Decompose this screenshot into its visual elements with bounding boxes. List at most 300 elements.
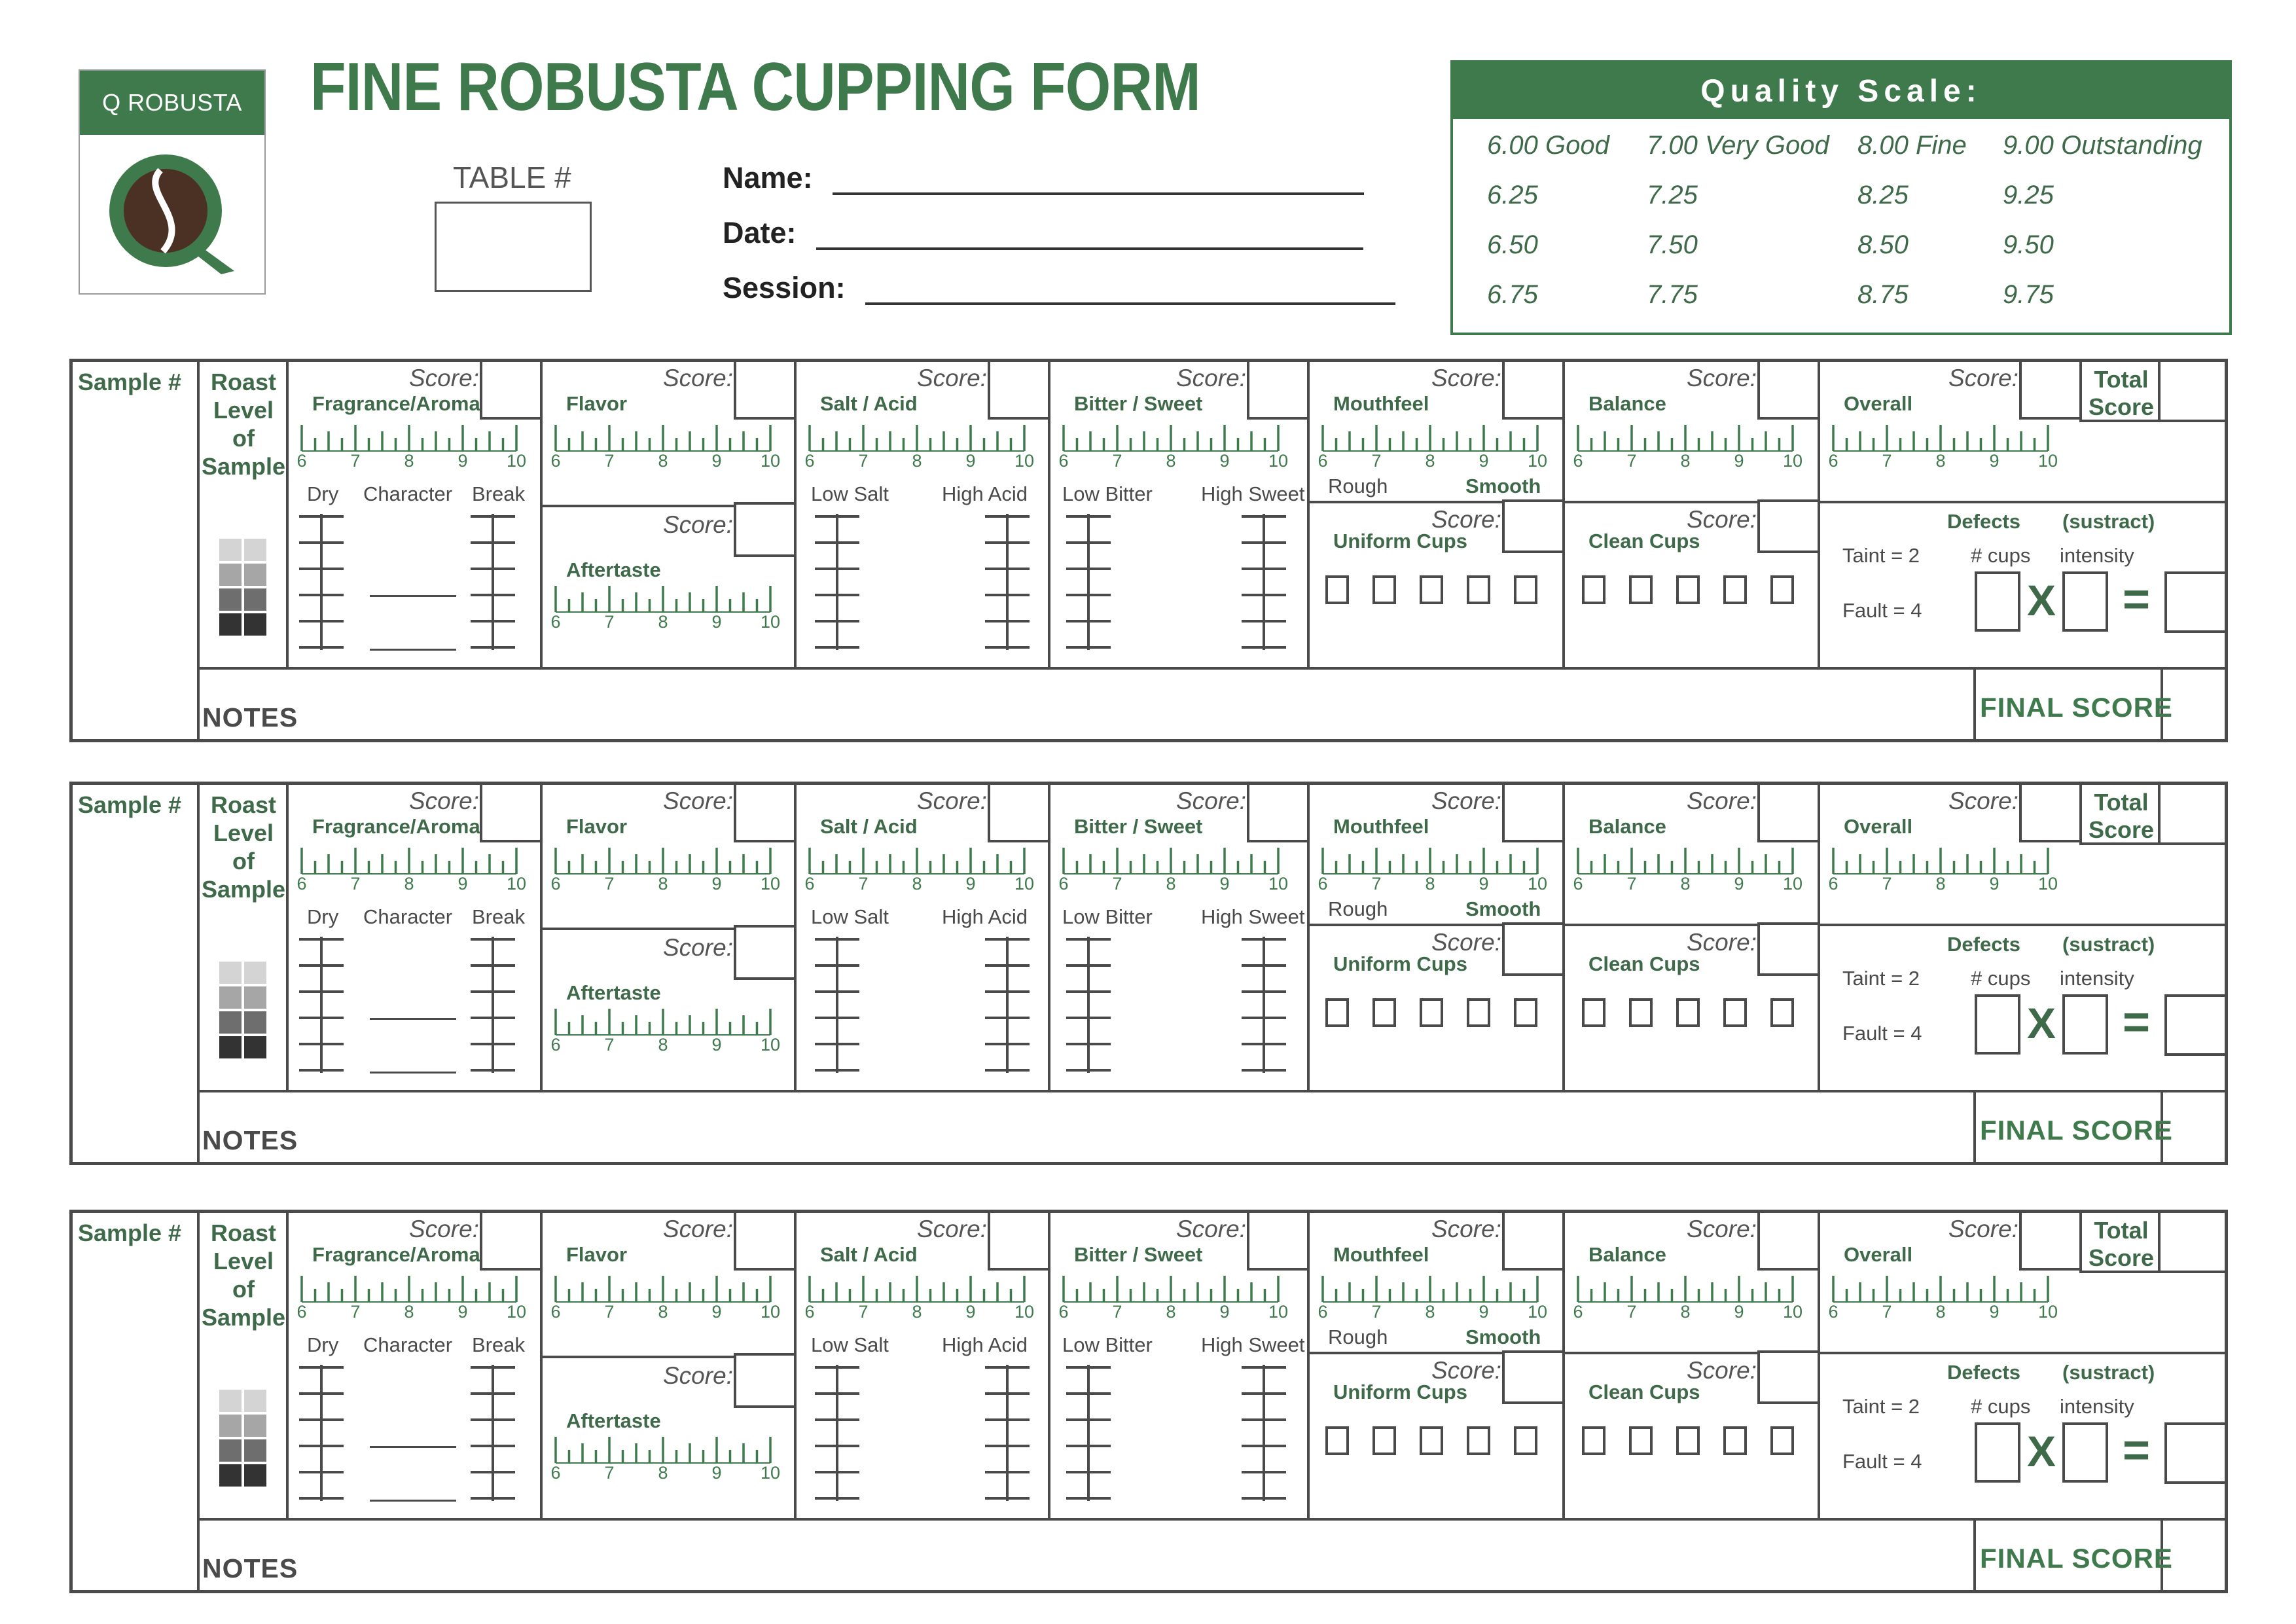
- salt-acid-scale[interactable]: [804, 845, 1040, 891]
- mouthfeel-label: Mouthfeel: [1333, 1243, 1429, 1266]
- aftertaste-scale[interactable]: [550, 1006, 786, 1052]
- dry-intensity-ladder[interactable]: [295, 514, 348, 651]
- final-score-box[interactable]: [2163, 1092, 2228, 1163]
- scale-number: 10: [1782, 874, 1803, 891]
- cups-label: # cups: [1971, 967, 2031, 990]
- scale-number: 6: [550, 612, 561, 629]
- bitter-ladder[interactable]: [1062, 937, 1115, 1074]
- character-label: Character: [363, 1333, 453, 1356]
- scale-number: 8: [658, 1463, 668, 1480]
- aftertaste-scale[interactable]: [550, 583, 786, 629]
- scale-number: 7: [350, 451, 361, 468]
- scale-number: 7: [1882, 874, 1892, 891]
- scale-number: 9: [457, 451, 468, 468]
- character-label: Character: [363, 482, 453, 505]
- break-label: Break: [472, 905, 525, 928]
- intensity-label: intensity: [2060, 967, 2134, 990]
- overall-score-box[interactable]: [2019, 782, 2082, 842]
- quality-scale-value: 8.75: [1857, 280, 1909, 309]
- quality-scale-value: 6.00 Good: [1487, 131, 1609, 160]
- uniform-cup-checkbox[interactable]: [1514, 1426, 1537, 1455]
- roast-swatch: [244, 613, 266, 636]
- roast-swatch: [219, 1439, 242, 1462]
- sweet-ladder[interactable]: [1238, 937, 1290, 1074]
- salt-ladder[interactable]: [811, 1365, 863, 1502]
- logo-text: Q ROBUSTA: [80, 71, 264, 135]
- scale-number: 6: [1573, 874, 1583, 891]
- clean-cup-checkbox[interactable]: [1770, 575, 1794, 604]
- scale-number: 9: [1479, 874, 1489, 891]
- clean-cup-checkbox[interactable]: [1582, 1426, 1605, 1455]
- final-score-box[interactable]: [2163, 1521, 2228, 1591]
- low-bitter-label: Low Bitter: [1062, 482, 1153, 505]
- high-acid-label: High Acid: [942, 905, 1028, 928]
- scale-number: 10: [1014, 1302, 1035, 1319]
- total-score-box[interactable]: [2161, 785, 2228, 842]
- salt-ladder[interactable]: [811, 514, 863, 651]
- score-label: Score:: [1431, 929, 1501, 956]
- sweet-ladder[interactable]: [1238, 514, 1290, 651]
- clean-cup-checkbox[interactable]: [1582, 998, 1605, 1027]
- name-label: Name:: [723, 161, 813, 194]
- scale-number: 6: [1318, 1302, 1328, 1319]
- roast-swatch: [219, 1390, 242, 1412]
- smooth-label: Smooth: [1465, 1326, 1541, 1348]
- scale-number: 8: [1935, 1302, 1946, 1319]
- defect-total-box[interactable]: [2164, 994, 2228, 1056]
- overall-scale[interactable]: [1828, 845, 2064, 891]
- balance-score-box[interactable]: [1757, 1210, 1820, 1271]
- aftertaste-scale[interactable]: [550, 1434, 786, 1480]
- quality-scale-title: Quality Scale:: [1453, 63, 2229, 119]
- score-label: Score:: [663, 511, 733, 538]
- clean-cup-checkbox[interactable]: [1629, 575, 1653, 604]
- clean-cups-label: Clean Cups: [1588, 530, 1700, 552]
- name-field[interactable]: [723, 161, 1364, 195]
- fragrance-scale[interactable]: [296, 422, 532, 468]
- dry-intensity-ladder[interactable]: [295, 1365, 348, 1502]
- uniform-cups-score-box[interactable]: [1502, 499, 1565, 553]
- uniform-cups-score-box[interactable]: [1502, 922, 1565, 976]
- character-line-2[interactable]: [370, 1072, 456, 1074]
- salt-acid-score-box[interactable]: [988, 782, 1050, 842]
- fragrance-score-box[interactable]: [480, 359, 543, 420]
- mouthfeel-score-box[interactable]: [1502, 359, 1565, 420]
- mouthfeel-score-box[interactable]: [1502, 782, 1565, 842]
- fragrance-scale[interactable]: [296, 1273, 532, 1319]
- scale-number: 8: [912, 451, 922, 468]
- date-field[interactable]: [723, 216, 1363, 250]
- scale-number: 10: [2037, 874, 2058, 891]
- clean-cup-checkbox[interactable]: [1723, 1426, 1747, 1455]
- score-label: Score:: [1687, 365, 1757, 391]
- character-line-1[interactable]: [370, 595, 456, 597]
- clean-cup-checkbox[interactable]: [1676, 998, 1700, 1027]
- scale-number: 10: [760, 1035, 781, 1052]
- defects-label: Defects: [1947, 933, 2020, 956]
- fault-label: Fault = 4: [1842, 1450, 1922, 1473]
- mouthfeel-scale[interactable]: [1318, 422, 1553, 468]
- break-intensity-ladder[interactable]: [467, 937, 519, 1074]
- mouthfeel-score-box[interactable]: [1502, 1210, 1565, 1271]
- flavor-scale[interactable]: [550, 845, 786, 891]
- cups-label: # cups: [1971, 1395, 2031, 1418]
- quality-scale-value: 6.75: [1487, 280, 1538, 309]
- final-score-box[interactable]: [2163, 670, 2228, 740]
- quality-scale-value: 9.00 Outstanding: [2003, 131, 2202, 160]
- mouthfeel-scale[interactable]: [1318, 845, 1553, 891]
- date-line[interactable]: [816, 244, 1363, 250]
- scale-number: 6: [1318, 451, 1328, 468]
- defects-label: Defects: [1947, 510, 2020, 533]
- low-bitter-label: Low Bitter: [1062, 1333, 1153, 1356]
- fragrance-score-box[interactable]: [480, 1210, 543, 1271]
- total-score-box[interactable]: [2161, 1213, 2228, 1271]
- roast-swatch: [219, 986, 242, 1009]
- clean-cup-checkbox[interactable]: [1723, 575, 1747, 604]
- flavor-score-box[interactable]: [734, 1210, 797, 1271]
- roast-level-label: Sample: [201, 876, 286, 903]
- scale-number: 9: [711, 1035, 722, 1052]
- scale-number: 6: [1318, 874, 1328, 891]
- scale-number: 7: [604, 1035, 615, 1052]
- scale-number: 10: [1527, 1302, 1548, 1319]
- roast-level-label: of: [232, 848, 255, 875]
- balance-score-box[interactable]: [1757, 359, 1820, 420]
- scale-number: 9: [965, 874, 976, 891]
- fault-label: Fault = 4: [1842, 1022, 1922, 1045]
- scale-number: 9: [711, 451, 722, 468]
- roast-level-label: Roast: [210, 1219, 277, 1246]
- salt-ladder[interactable]: [811, 937, 863, 1074]
- uniform-cup-checkbox[interactable]: [1372, 1426, 1396, 1455]
- roast-swatch: [219, 1036, 242, 1058]
- uniform-cup-checkbox[interactable]: [1514, 575, 1537, 604]
- quality-scale-value: 8.50: [1857, 230, 1909, 259]
- final-score-label: FINAL SCORE: [1980, 1115, 2173, 1146]
- divider: [286, 1213, 289, 1521]
- uniform-cup-checkbox[interactable]: [1372, 575, 1396, 604]
- low-salt-label: Low Salt: [811, 905, 889, 928]
- overall-label: Overall: [1844, 1243, 1913, 1266]
- aftertaste-label: Aftertaste: [566, 981, 661, 1004]
- clean-cups-score-box[interactable]: [1757, 922, 1820, 976]
- session-line[interactable]: [865, 298, 1395, 305]
- scale-number: 7: [1882, 451, 1892, 468]
- salt-acid-score-box[interactable]: [988, 1210, 1050, 1271]
- salt-acid-score-box[interactable]: [988, 359, 1050, 420]
- uniform-cup-checkbox[interactable]: [1372, 998, 1396, 1027]
- scale-number: 10: [1782, 1302, 1803, 1319]
- overall-scale[interactable]: [1828, 1273, 2064, 1319]
- flavor-scale[interactable]: [550, 1273, 786, 1319]
- score-label: Score:: [917, 1216, 987, 1242]
- taint-label: Taint = 2: [1842, 1395, 1920, 1418]
- scale-number: 10: [760, 612, 781, 629]
- score-label: Score:: [1431, 365, 1501, 391]
- acid-ladder[interactable]: [981, 514, 1033, 651]
- scale-number: 6: [1573, 1302, 1583, 1319]
- scale-number: 9: [965, 1302, 976, 1319]
- scale-number: 8: [1425, 451, 1435, 468]
- overall-score-box[interactable]: [2019, 359, 2082, 420]
- clean-cup-checkbox[interactable]: [1723, 998, 1747, 1027]
- equals-sign: =: [2123, 1424, 2151, 1477]
- clean-cup-checkbox[interactable]: [1629, 1426, 1653, 1455]
- quality-scale-value: 7.25: [1647, 181, 1698, 209]
- fragrance-scale[interactable]: [296, 845, 532, 891]
- clean-cup-checkbox[interactable]: [1676, 575, 1700, 604]
- roast-level-label: Level: [213, 820, 274, 846]
- total-score-box[interactable]: [2161, 362, 2228, 420]
- sweet-ladder[interactable]: [1238, 1365, 1290, 1502]
- score-label: Score:: [1687, 1216, 1757, 1242]
- clean-cups-score-box[interactable]: [1757, 499, 1820, 553]
- total-score-label: Score: [2088, 1244, 2155, 1271]
- scale-number: 8: [404, 874, 414, 891]
- defect-intensity-box[interactable]: [2062, 1422, 2108, 1483]
- sample-number-label: Sample #: [78, 791, 182, 818]
- scale-number: 10: [1782, 451, 1803, 468]
- mouthfeel-label: Mouthfeel: [1333, 392, 1429, 415]
- defect-total-box[interactable]: [2164, 1422, 2228, 1484]
- flavor-score-box[interactable]: [734, 782, 797, 842]
- scale-number: 9: [965, 451, 976, 468]
- scale-number: 8: [1166, 1302, 1176, 1319]
- roast-swatch: [219, 962, 242, 984]
- bitter-sweet-score-box[interactable]: [1247, 359, 1310, 420]
- bitter-sweet-score-box[interactable]: [1247, 782, 1310, 842]
- scale-number: 7: [858, 451, 869, 468]
- character-line-1[interactable]: [370, 1446, 456, 1448]
- rough-label: Rough: [1328, 1326, 1388, 1348]
- bitter-sweet-score-box[interactable]: [1247, 1210, 1310, 1271]
- scale-number: 10: [506, 451, 527, 468]
- score-label: Score:: [663, 365, 733, 391]
- high-sweet-label: High Sweet: [1201, 905, 1305, 928]
- multiply-sign: X: [2027, 1427, 2056, 1475]
- break-intensity-ladder[interactable]: [467, 514, 519, 651]
- scale-number: 9: [1734, 451, 1744, 468]
- flavor-scale[interactable]: [550, 422, 786, 468]
- uniform-cup-checkbox[interactable]: [1467, 998, 1490, 1027]
- scale-number: 6: [804, 451, 815, 468]
- score-label: Score:: [1176, 365, 1246, 391]
- notes-area[interactable]: [201, 1521, 1972, 1591]
- scale-number: 8: [1935, 874, 1946, 891]
- clean-cup-checkbox[interactable]: [1629, 998, 1653, 1027]
- aftertaste-label: Aftertaste: [566, 1409, 661, 1432]
- score-label: Score:: [917, 787, 987, 814]
- table-number-box[interactable]: [435, 202, 592, 292]
- clean-cup-checkbox[interactable]: [1676, 1426, 1700, 1455]
- defect-cups-box[interactable]: [1975, 994, 2020, 1055]
- defect-cups-box[interactable]: [1975, 571, 2020, 632]
- scale-number: 10: [2037, 1302, 2058, 1319]
- overall-scale[interactable]: [1828, 422, 2064, 468]
- name-line[interactable]: [833, 189, 1364, 195]
- scale-number: 9: [711, 1463, 722, 1480]
- acid-ladder[interactable]: [981, 937, 1033, 1074]
- aftertaste-score-box[interactable]: [734, 502, 797, 557]
- bitter-ladder[interactable]: [1062, 514, 1115, 651]
- break-label: Break: [472, 482, 525, 505]
- balance-scale[interactable]: [1573, 845, 1808, 891]
- score-label: Score:: [409, 787, 479, 814]
- notes-area[interactable]: [201, 1092, 1972, 1163]
- scale-number: 10: [760, 1463, 781, 1480]
- bitter-sweet-scale[interactable]: [1058, 422, 1294, 468]
- score-label: Score:: [1948, 365, 2018, 391]
- dry-label: Dry: [307, 482, 339, 505]
- character-line-2[interactable]: [370, 649, 456, 651]
- total-score-label: Score: [2088, 393, 2155, 420]
- aftertaste-score-box[interactable]: [734, 1353, 797, 1408]
- defect-intensity-box[interactable]: [2062, 994, 2108, 1055]
- score-label: Score:: [1948, 1216, 2018, 1242]
- scale-number: 9: [1734, 874, 1744, 891]
- roast-swatch: [244, 1036, 266, 1058]
- divider: [1973, 1090, 1976, 1165]
- uniform-cup-checkbox[interactable]: [1325, 998, 1349, 1027]
- scale-number: 9: [457, 874, 468, 891]
- clean-cup-checkbox[interactable]: [1770, 998, 1794, 1027]
- salt-acid-scale[interactable]: [804, 422, 1040, 468]
- uniform-cup-checkbox[interactable]: [1420, 575, 1443, 604]
- scale-number: 7: [604, 612, 615, 629]
- scale-number: 7: [604, 874, 615, 891]
- scale-number: 7: [1112, 451, 1122, 468]
- quality-scale-value: 7.00 Very Good: [1647, 131, 1829, 160]
- scale-number: 9: [457, 1302, 468, 1319]
- salt-acid-scale[interactable]: [804, 1273, 1040, 1319]
- roast-swatch: [219, 613, 242, 636]
- scale-number: 7: [1882, 1302, 1892, 1319]
- flavor-label: Flavor: [566, 815, 628, 838]
- scale-number: 7: [604, 1463, 615, 1480]
- scale-number: 9: [1219, 1302, 1230, 1319]
- score-label: Score:: [663, 934, 733, 961]
- quality-scale-value: 9.75: [2003, 280, 2054, 309]
- notes-area[interactable]: [201, 670, 1972, 740]
- uniform-cups-score-box[interactable]: [1502, 1350, 1565, 1404]
- scale-number: 10: [1014, 874, 1035, 891]
- character-line-1[interactable]: [370, 1018, 456, 1020]
- scale-number: 8: [1935, 451, 1946, 468]
- scale-number: 10: [1014, 451, 1035, 468]
- break-intensity-ladder[interactable]: [467, 1365, 519, 1502]
- balance-score-box[interactable]: [1757, 782, 1820, 842]
- scale-number: 8: [658, 1035, 668, 1052]
- uniform-cup-checkbox[interactable]: [1420, 998, 1443, 1027]
- roast-level-label: Sample: [201, 453, 286, 480]
- dry-intensity-ladder[interactable]: [295, 937, 348, 1074]
- flavor-score-box[interactable]: [734, 359, 797, 420]
- low-salt-label: Low Salt: [811, 1333, 889, 1356]
- form-header: [0, 0, 2296, 340]
- fragrance-score-box[interactable]: [480, 782, 543, 842]
- scale-number: 6: [1828, 451, 1839, 468]
- quality-scale-box: [1450, 60, 2232, 335]
- roast-swatch: [244, 1390, 266, 1412]
- score-label: Score:: [1431, 787, 1501, 814]
- high-sweet-label: High Sweet: [1201, 1333, 1305, 1356]
- scale-number: 8: [404, 1302, 414, 1319]
- equals-sign: =: [2123, 996, 2151, 1049]
- clean-cup-checkbox[interactable]: [1770, 1426, 1794, 1455]
- fragrance-label: Fragrance/Aroma: [312, 1243, 480, 1266]
- defect-total-box[interactable]: [2164, 571, 2228, 633]
- scale-number: 7: [1371, 874, 1382, 891]
- bitter-ladder[interactable]: [1062, 1365, 1115, 1502]
- quality-scale-value: 8.25: [1857, 181, 1909, 209]
- character-line-2[interactable]: [370, 1500, 456, 1502]
- defect-intensity-box[interactable]: [2062, 571, 2108, 632]
- mouthfeel-scale[interactable]: [1318, 1273, 1553, 1319]
- uniform-cup-checkbox[interactable]: [1467, 575, 1490, 604]
- divider: [1973, 667, 1976, 742]
- defects-label: Defects: [1947, 1361, 2020, 1384]
- taint-label: Taint = 2: [1842, 544, 1920, 567]
- scale-number: 7: [1626, 451, 1637, 468]
- score-label: Score:: [663, 1216, 733, 1242]
- scale-number: 10: [760, 451, 781, 468]
- divider: [197, 1213, 200, 1593]
- score-label: Score:: [1687, 506, 1757, 533]
- uniform-cup-checkbox[interactable]: [1467, 1426, 1490, 1455]
- uniform-cup-checkbox[interactable]: [1325, 1426, 1349, 1455]
- uniform-cup-checkbox[interactable]: [1514, 998, 1537, 1027]
- cups-label: # cups: [1971, 544, 2031, 567]
- taint-label: Taint = 2: [1842, 967, 1920, 990]
- session-label: Session:: [723, 271, 846, 304]
- scale-number: 9: [1479, 451, 1489, 468]
- roast-swatch: [219, 1415, 242, 1437]
- quality-scale-value: 9.50: [2003, 230, 2054, 259]
- bitter-sweet-scale[interactable]: [1058, 1273, 1294, 1319]
- scale-number: 7: [1626, 1302, 1637, 1319]
- roast-level-label: Roast: [210, 791, 277, 818]
- scale-number: 6: [550, 1302, 561, 1319]
- scale-number: 6: [296, 874, 307, 891]
- balance-scale[interactable]: [1573, 422, 1808, 468]
- roast-swatch: [219, 588, 242, 611]
- defect-cups-box[interactable]: [1975, 1422, 2020, 1483]
- salt-acid-label: Salt / Acid: [820, 1243, 918, 1266]
- bitter-sweet-scale[interactable]: [1058, 845, 1294, 891]
- aftertaste-score-box[interactable]: [734, 925, 797, 980]
- quality-scale-value: 7.75: [1647, 280, 1698, 309]
- roast-swatch: [244, 1439, 266, 1462]
- scale-number: 6: [1058, 451, 1069, 468]
- clean-cups-score-box[interactable]: [1757, 1350, 1820, 1404]
- clean-cup-checkbox[interactable]: [1582, 575, 1605, 604]
- scale-number: 8: [1166, 451, 1176, 468]
- roast-swatch: [244, 1011, 266, 1034]
- sample-block-2: [69, 782, 2228, 1165]
- session-field[interactable]: [723, 271, 1395, 305]
- roast-level-label: Sample: [201, 1304, 286, 1331]
- uniform-cup-checkbox[interactable]: [1420, 1426, 1443, 1455]
- balance-scale[interactable]: [1573, 1273, 1808, 1319]
- scale-number: 7: [1112, 1302, 1122, 1319]
- acid-ladder[interactable]: [981, 1365, 1033, 1502]
- uniform-cup-checkbox[interactable]: [1325, 575, 1349, 604]
- total-score-label: Total: [2094, 1217, 2149, 1244]
- notes-label: NOTES: [202, 1125, 298, 1155]
- roast-swatch: [244, 564, 266, 586]
- overall-score-box[interactable]: [2019, 1210, 2082, 1271]
